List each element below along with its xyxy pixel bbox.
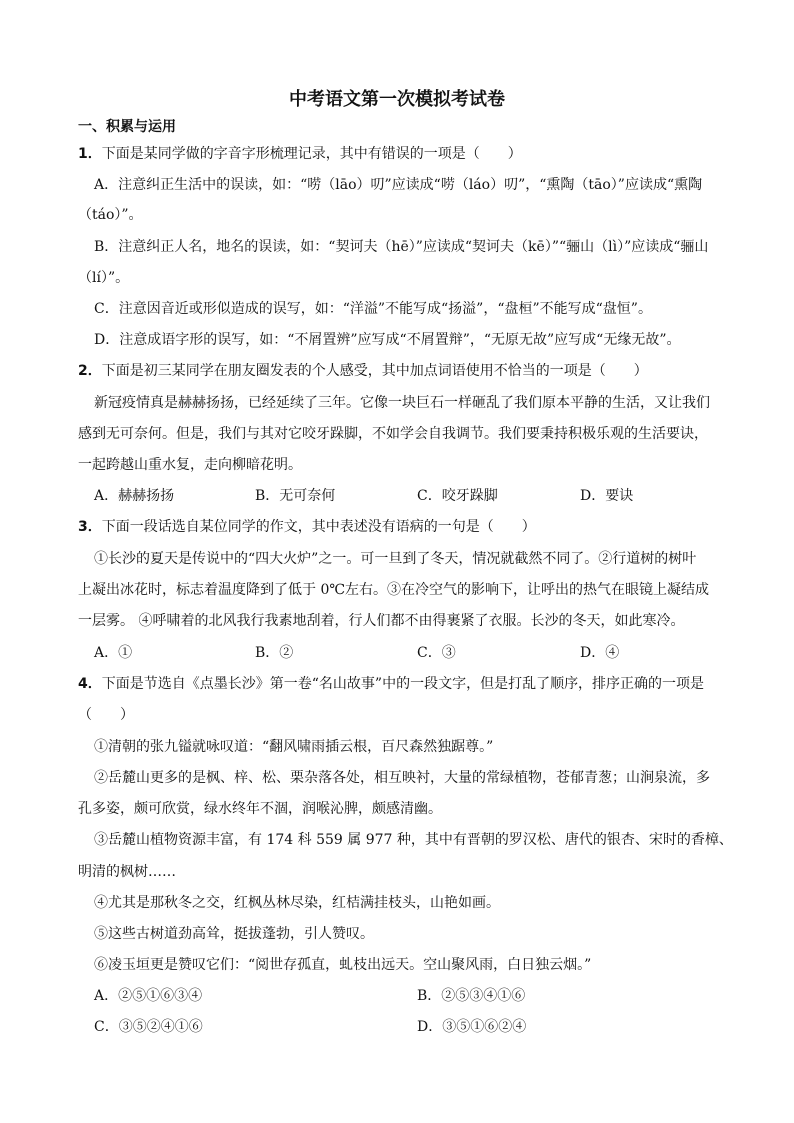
question-3-options xyxy=(94,643,734,663)
question-1-option-a-cont: （táo）”。 xyxy=(78,207,143,223)
page-title: 中考语文第一次模拟考试卷 xyxy=(289,89,505,110)
question-4-sentence-2-cont: 孔多姿，颇可欣赏，绿水终年不涸，润喉沁脾，颇感清幽。 xyxy=(78,801,442,817)
question-number: 1． xyxy=(78,146,102,162)
question-2-options xyxy=(94,486,734,506)
question-text: 下面是某同学做的字音字形梳理记录，其中有错误的一项是（ ） xyxy=(101,146,522,162)
question-4-stem-cont: （ ） xyxy=(78,707,134,723)
option-a: A．②⑤①⑥③④ xyxy=(94,988,203,1004)
question-text: 下面是节选自《点墨长沙》第一卷“名山故事”中的一段文字，但是打乱了顺序，排序正确的一项是 xyxy=(101,676,705,692)
question-2-passage-line: 一起跨越山重水复，走向柳暗花明。 xyxy=(78,457,302,473)
option-c: C．③⑤②④①⑥ xyxy=(94,1019,203,1035)
question-3-passage-line: ①长沙的夏天是传说中的“四大火炉”之一。可一旦到了冬天，情况就截然不同了。②行道树的树叶 xyxy=(94,551,697,567)
question-4-sentence-1: ①清朝的张九镒就咏叹道：“翻风啸雨插云根，百尺森然独踞尊。” xyxy=(94,739,494,755)
question-number: 3． xyxy=(78,519,102,535)
question-1-option-b-cont: （lí）”。 xyxy=(78,270,130,286)
question-text: 下面一段话选自某位同学的作文，其中表述没有语病的一句是（ ） xyxy=(101,519,536,535)
question-1-option-d: D．注意成语字形的误写，如：“不屑置辨”应写成“不屑置辩”，“无原无故”应写成“无缘无故”。 xyxy=(94,332,681,348)
question-3-stem xyxy=(78,517,536,537)
question-4-sentence-2: ②岳麓山更多的是枫、梓、松、栗杂落各处，相互映衬，大量的常绿植物，苍郁青葱；山涧泉流，多 xyxy=(94,770,710,786)
option-b: B．无可奈何 xyxy=(255,488,336,504)
question-text: 下面是初三某同学在朋友圈发表的个人感受，其中加点词语使用不恰当的一项是（ ） xyxy=(101,363,648,379)
question-4-sentence-4: ④尤其是那秋冬之交，红枫丛林尽染，红桔满挂枝头，山艳如画。 xyxy=(94,895,500,911)
question-4-options-row-2 xyxy=(94,1017,734,1037)
question-1-option-a: A．注意纠正生活中的误读，如：“唠（lāo）叨”应读成“唠（láo）叨”，“熏陶（tāo）”应读成“熏陶 xyxy=(94,177,703,193)
question-3-passage-line: 一层雾。 ④呼啸着的北风我行我素地刮着，行人们都不由得裹紧了衣服。长沙的冬天，如此寒冷。 xyxy=(78,613,685,629)
question-4-sentence-3-cont: 明清的枫树…… xyxy=(78,864,176,880)
question-1-option-b: B．注意纠正人名，地名的误读，如：“契诃夫（hē）”应读成“契诃夫（kē）”“骊山（lì）”应读成“骊山 xyxy=(94,239,709,255)
option-a: A．① xyxy=(94,645,133,661)
option-d: D．要诀 xyxy=(580,488,634,504)
question-4-sentence-3: ③岳麓山植物资源丰富，有 174 科 559 属 977 种，其中有晋朝的罗汉松、唐代的银杏、宋时的香樟、 xyxy=(94,832,733,848)
question-number: 4． xyxy=(78,676,102,692)
option-c: C．③ xyxy=(417,645,456,661)
question-4-options-row-1 xyxy=(94,986,734,1006)
question-4-sentence-6: ⑥凌玉垣更是赞叹它们：“阅世存孤直，虬枝出远天。空山聚风雨，白日独云烟。” xyxy=(94,957,592,973)
question-2-passage-line: 感到无可奈何。但是，我们与其对它咬牙跺脚，不如学会自我调节。我们要秉持积极乐观的生活要诀， xyxy=(78,426,708,442)
question-4-stem xyxy=(78,674,704,694)
question-2-passage-line: 新冠疫情真是赫赫扬扬，已经延续了三年。它像一块巨石一样砸乱了我们原本平静的生活，又让我们 xyxy=(94,395,710,411)
section-heading: 一、积累与运用 xyxy=(78,119,176,135)
question-3-passage-line: 上凝出冰花时，标志着温度降到了低于 0℃左右。③在冷空气的影响下，让呼出的热气在眼镜上凝结成 xyxy=(78,582,710,598)
option-c: C．咬牙跺脚 xyxy=(417,488,498,504)
question-2-stem xyxy=(78,361,648,381)
question-1-option-c: C．注意因音近或形似造成的误写，如：“洋溢”不能写成“扬溢”，“盘桓”不能写成“盘恒”。 xyxy=(94,301,652,317)
question-4-sentence-5: ⑤这些古树道劲高耸，挺拔蓬勃，引人赞叹。 xyxy=(94,926,374,942)
question-number: 2． xyxy=(78,363,102,379)
question-1-stem xyxy=(78,144,522,164)
option-b: B．②⑤③④①⑥ xyxy=(417,988,526,1004)
option-d: D．③⑤①⑥②④ xyxy=(417,1019,527,1035)
option-b: B．② xyxy=(255,645,294,661)
option-a: A．赫赫扬扬 xyxy=(94,488,175,504)
option-d: D．④ xyxy=(580,645,620,661)
